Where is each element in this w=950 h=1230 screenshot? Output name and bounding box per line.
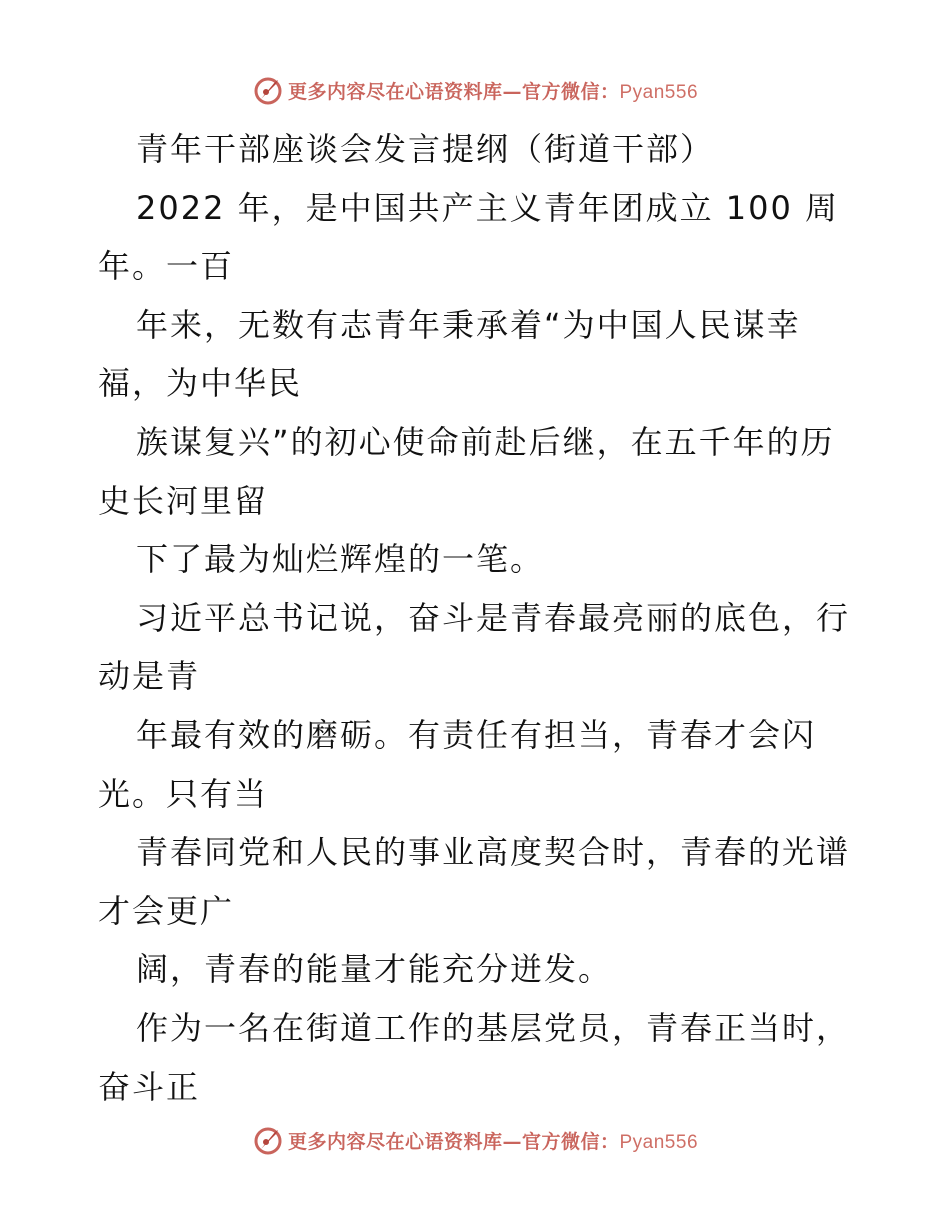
watermark-inner [252, 1124, 698, 1156]
text-line: 阔，青春的能量才能充分迸发。 [136, 950, 613, 989]
footer-watermark [0, 1120, 950, 1160]
text-line: 才会更广 [98, 891, 235, 930]
header-watermark [0, 70, 950, 110]
text-line: 作为一名在街道工作的基层党员，青春正当时， [136, 1008, 851, 1047]
quill-logo-icon [252, 74, 284, 106]
text-line: 2022 年，是中国共产主义青年团成立 100 周 [136, 188, 840, 227]
text-line: 年。一百 [98, 247, 235, 286]
text-line: 青年干部座谈会发言提纲（街道干部） [136, 130, 715, 168]
text-line: 光。只有当 [98, 774, 269, 813]
text-line: 史长河里留 [98, 481, 269, 520]
text-line: 青春同党和人民的事业高度契合时，青春的光谱 [136, 833, 851, 872]
text-line: 年来，无数有志青年秉承着“为中国人民谋幸 [136, 305, 801, 344]
text-line: 习近平总书记说，奋斗是青春最亮丽的底色，行 [136, 598, 851, 637]
watermark-text: 更多内容尽在心语资料库—官方微信：Pyan556 [287, 1130, 699, 1153]
text-line: 族谋复兴”的初心使命前赴后继，在五千年的历 [136, 422, 835, 461]
text-line: 下了最为灿烂辉煌的一笔。 [136, 540, 545, 579]
text-line: 动是青 [98, 657, 201, 696]
text-line: 福，为中华民 [98, 364, 303, 403]
text-line: 奋斗正 [98, 1067, 201, 1106]
document-body [98, 120, 868, 1116]
watermark-text: 更多内容尽在心语资料库—官方微信：Pyan556 [287, 80, 699, 103]
watermark-inner [252, 74, 698, 106]
quill-logo-icon [252, 1124, 284, 1156]
text-line: 年最有效的磨砺。有责任有担当，青春才会闪 [136, 715, 817, 754]
